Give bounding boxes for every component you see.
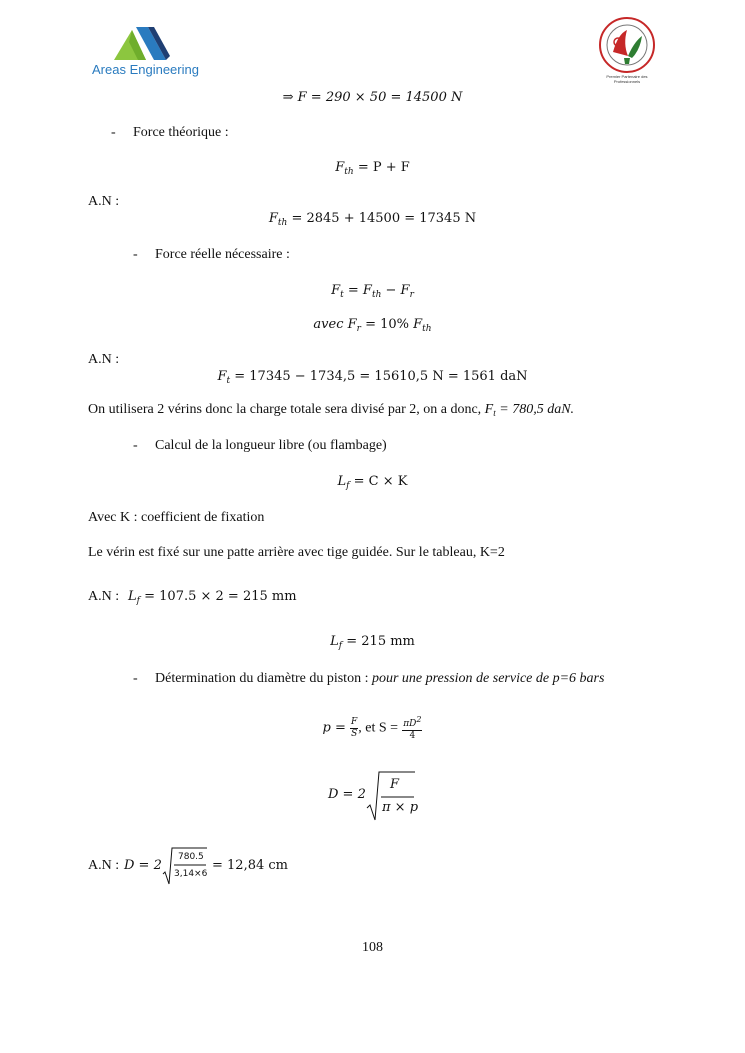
- paragraph-verins: On utilisera 2 vérins donc la charge totale sera divisé par 2, on a donc, $F_t = 780,5$ daN.: [88, 402, 575, 418]
- label-an-2: A.N :: [88, 352, 120, 367]
- equation-fr-definition: avec $F_r = 10\%$ $F_{th}$: [313, 317, 432, 334]
- sqrt-numerator: F: [390, 777, 400, 792]
- equation-lf-calc: $L_f = 107.5 \times 2 = 215$ mm: [128, 589, 297, 606]
- d-calc-result: = 12,84 cm: [212, 858, 288, 873]
- sqrt-calc-numerator: 780.5: [178, 852, 204, 862]
- equation-diameter-formula: [328, 770, 428, 822]
- paragraph-coefficient-k: Avec K : coefficient de fixation: [88, 510, 265, 525]
- equation-pressure-area: p = $\frac{F}{S}$ , et S = $\frac{\pi D^2}{4}$: [322, 715, 422, 741]
- equation-fth-formula: $F_{th} = P + F$: [335, 160, 410, 177]
- label-an-1: A.N :: [88, 194, 120, 209]
- equation-lf-result: $L_f = 215$ mm: [330, 634, 415, 651]
- bullet-dash: -: [111, 125, 116, 140]
- bullet-dash: -: [133, 671, 138, 686]
- equation-lf-formula: $L_f = C \times K$: [337, 474, 408, 491]
- label-an-3: A.N :: [88, 589, 120, 604]
- label-an-4: A.N :: [88, 858, 120, 873]
- seal-caption: Premier Partenaire des Professionnels: [606, 74, 648, 84]
- equation-ft-formula: $F_t = F_{th} - F_r$: [331, 283, 414, 300]
- sqrt-calc-denominator: 3,14×6: [174, 869, 208, 879]
- institution-seal: [596, 16, 658, 84]
- logo-mark-icon: [88, 22, 208, 62]
- bullet-force-reelle: Force réelle nécessaire :: [155, 247, 290, 262]
- sqrt-denominator: π × p: [382, 800, 419, 815]
- equation-diameter-calc: [124, 846, 304, 886]
- d-equals-two: D = 2: [328, 787, 366, 802]
- page-number: 108: [362, 940, 383, 955]
- fraction-f-over-s: $\frac{F}{S}$: [351, 716, 358, 739]
- bullet-diametre-piston: Détermination du diamètre du piston : pour une pression de service de p=6 bars: [155, 671, 605, 686]
- fraction-pi-d2-over-4: $\frac{\pi D^2}{4}$: [403, 715, 422, 741]
- equation-fth-value: $F_{th} = 2845 + 14500 = 17345$ N: [268, 211, 477, 228]
- bullet-force-theorique: Force théorique :: [133, 125, 229, 140]
- bullet-dash: -: [133, 247, 138, 262]
- bullet-dash: -: [133, 438, 138, 453]
- paragraph-verin-fixe: Le vérin est fixé sur une patte arrière avec tige guidée. Sur le tableau, K=2: [88, 545, 505, 560]
- equation-force-total: ⇒ F = 290 × 50 = 14500 N: [282, 90, 463, 105]
- equation-ft-value: $F_t = 17345 - 1734,5 = 15610,5$ N = 1561 daN: [217, 369, 528, 386]
- areas-engineering-logo: [88, 22, 208, 78]
- logo-text: Areas Engineering: [92, 62, 199, 77]
- bullet-longueur-libre: Calcul de la longueur libre (ou flambage): [155, 438, 387, 453]
- d-calc-prefix: D = 2: [124, 858, 162, 873]
- seal-emblem-icon: [596, 16, 658, 74]
